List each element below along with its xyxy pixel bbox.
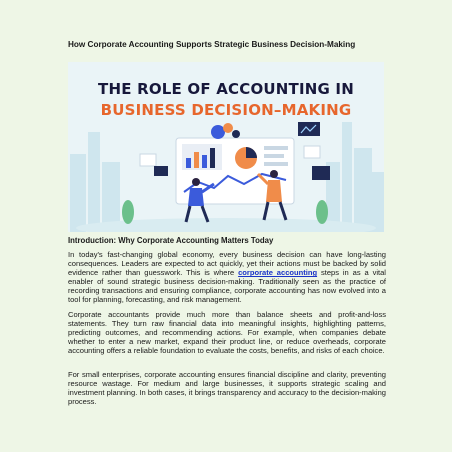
intro-paragraph-1 bbox=[68, 250, 386, 305]
chat-bubbles bbox=[211, 123, 240, 139]
paragraph-text: steps in as a vital enabler of sound strategic business decision-making. Traditionally seen as the practice of recording transactions and ensuring compliance, corporate accounting has now evolved into a tool for planning, forecasting, and risk management. bbox=[68, 268, 386, 305]
hero-title-line1: THE ROLE OF ACCOUNTING IN bbox=[98, 80, 354, 98]
corporate-accounting-link[interactable]: corporate accounting bbox=[238, 268, 318, 278]
intro-paragraph-2: Corporate accountants provide much more than balance sheets and profit-and-loss statements. They turn raw financial data into meaningful insights, highlighting patterns, predicting outcomes, and recommending actions. For example, when companies debate whether to enter a new market, expand their product line, or reduce overheads, corporate accounting offers a reliable foundation to evaluate the costs, benefits, and risks of each choice. bbox=[68, 310, 386, 356]
section-heading: Introduction: Why Corporate Accounting Matters Today bbox=[68, 236, 274, 245]
hero-title-line2: BUSINESS DECISION–MAKING bbox=[100, 101, 352, 119]
paragraph-text: In today's fast-changing global economy, every business decision can have long-lasting consequences. Leaders are expected to act quickly, yet their actions must be backed by solid evidence rather than guesswork. This is where bbox=[68, 250, 386, 278]
document-title: How Corporate Accounting Supports Strategic Business Decision-Making bbox=[68, 40, 356, 49]
hero-illustration bbox=[68, 62, 384, 232]
intro-paragraph-3: For small enterprises, corporate accounting ensures financial discipline and clarity, preventing resource wastage. For medium and large businesses, it supports strategic scaling and investment planning. In both cases, it brings transparency and accuracy to the decision-making process. bbox=[68, 370, 386, 407]
